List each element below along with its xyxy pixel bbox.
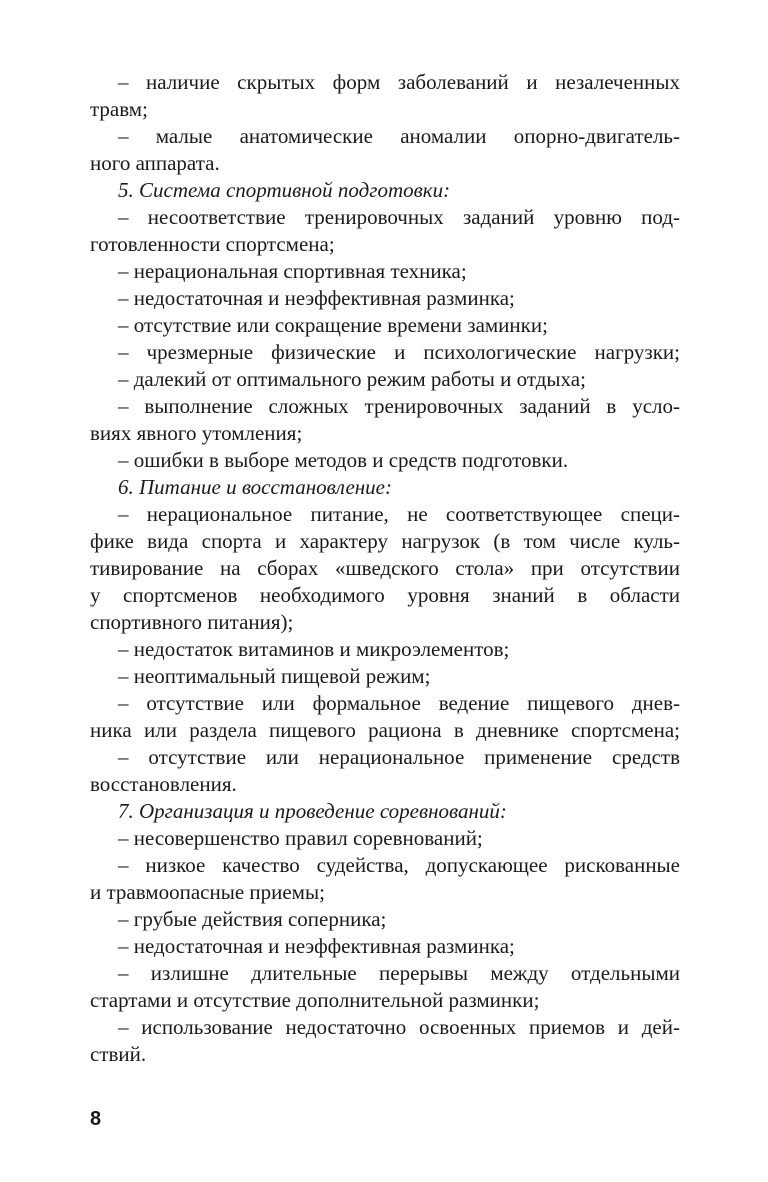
text-line: – отсутствие или формальное ведение пищевого днев- xyxy=(118,691,680,715)
text-line: ного аппарата. xyxy=(90,151,220,175)
text-line: – малые анатомические аномалии опорно-двигатель- xyxy=(118,124,680,148)
text-line: фике вида спорта и характеру нагрузок (в том числе куль- xyxy=(90,529,680,553)
text-line: – нерациональная спортивная техника; xyxy=(118,259,467,283)
text-line: – излишне длительные перерывы между отдельными xyxy=(118,961,680,985)
text-line: – неоптимальный пищевой режим; xyxy=(118,664,431,688)
text-line: и травмоопасные приемы; xyxy=(90,880,325,904)
text-line: – нерациональное питание, не соответствующее специ- xyxy=(118,502,680,526)
text-line: – ошибки в выборе методов и средств подготовки. xyxy=(118,448,569,472)
text-line: – низкое качество судейства, допускающее рискованные xyxy=(118,853,680,877)
section-heading: 7. Организация и проведение соревнований: xyxy=(118,799,507,823)
text-line: у спортсменов необходимого уровня знаний в области xyxy=(90,583,680,607)
text-line: – отсутствие или нерациональное применение средств xyxy=(118,745,680,769)
text-line: тивирование на сборах «шведского стола» при отсутствии xyxy=(90,556,680,580)
text-line: – несовершенство правил соревнований; xyxy=(118,826,483,850)
text-line: – чрезмерные физические и психологические нагрузки; xyxy=(118,340,680,364)
text-line: спортивного питания); xyxy=(90,610,294,634)
section-heading: 5. Система спортивной подготовки: xyxy=(118,178,451,202)
section-heading: 6. Питание и восстановление: xyxy=(118,475,392,499)
text-line: восстановления. xyxy=(90,772,237,796)
text-line: – использование недостаточно освоенных приемов и дей- xyxy=(118,1015,680,1039)
text-line: готовленности спортсмена; xyxy=(90,232,335,256)
text-line: стартами и отсутствие дополнительной разминки; xyxy=(90,988,540,1012)
text-line: – грубые действия соперника; xyxy=(118,907,387,931)
text-line: ствий. xyxy=(90,1042,147,1066)
text-line: – недостаток витаминов и микроэлементов; xyxy=(118,637,510,661)
text-line: – отсутствие или сокращение времени заминки; xyxy=(118,313,548,337)
text-line: травм; xyxy=(90,97,148,121)
body-text xyxy=(90,69,680,1068)
text-line: – далекий от оптимального режим работы и отдыха; xyxy=(118,367,586,391)
text-line: виях явного утомления; xyxy=(90,421,303,445)
text-line: – несоответствие тренировочных заданий уровню под- xyxy=(118,205,680,229)
text-line: ника или раздела пищевого рациона в дневнике спортсмена; xyxy=(90,718,680,742)
text-line: – наличие скрытых форм заболеваний и незалеченных xyxy=(118,70,680,94)
text-line: – недостаточная и неэффективная разминка; xyxy=(118,934,515,958)
page-number: 8 xyxy=(90,1108,102,1130)
text-line: – недостаточная и неэффективная разминка; xyxy=(118,286,515,310)
text-line: – выполнение сложных тренировочных заданий в усло- xyxy=(118,394,680,418)
